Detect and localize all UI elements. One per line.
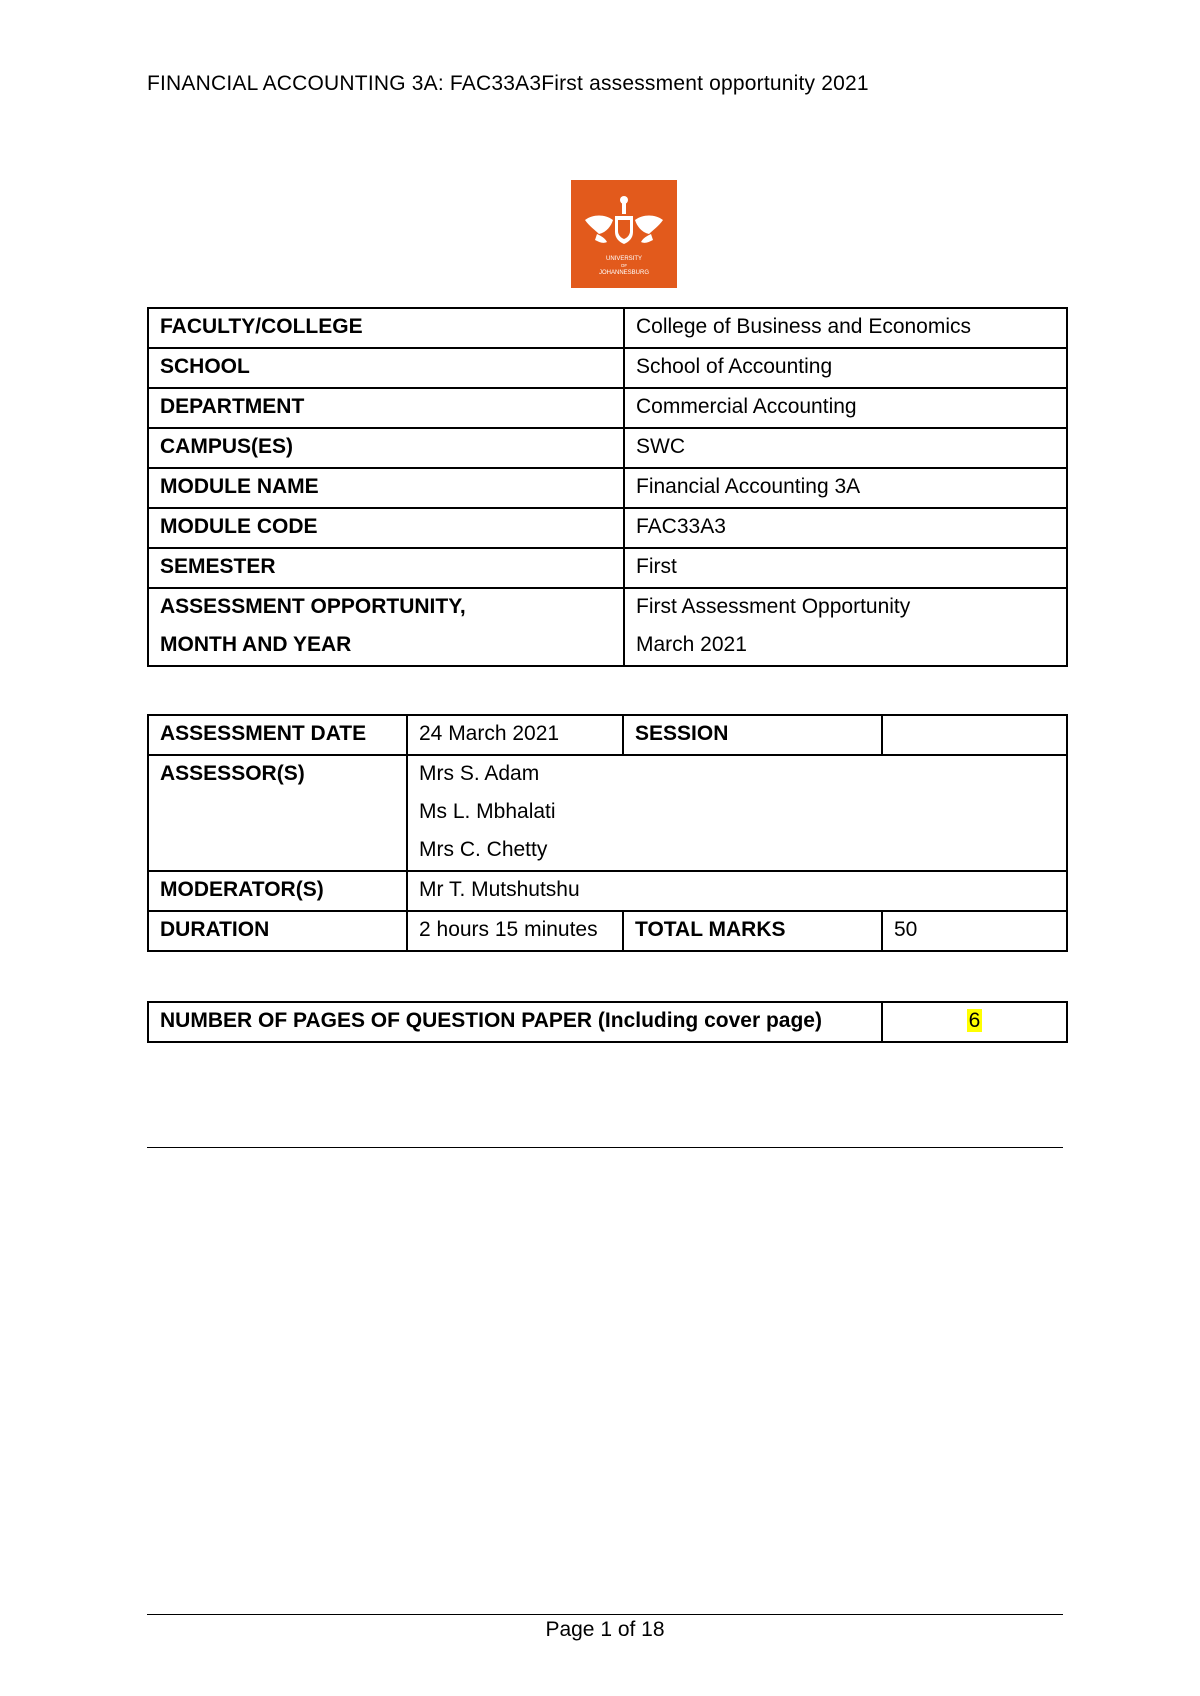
assessment-details-table [147, 714, 1068, 952]
assessment-opportunity-label-line2: MONTH AND YEAR [160, 633, 352, 656]
page-count-table [147, 1001, 1068, 1043]
duration-value: 2 hours 15 minutes [407, 911, 623, 951]
total-marks-value: 50 [882, 911, 1067, 951]
page-count-label: NUMBER OF PAGES OF QUESTION PAPER (Including cover page) [148, 1002, 882, 1042]
module-code-label: MODULE CODE [148, 508, 624, 548]
table-row [148, 715, 1067, 755]
assessor-name: Mrs S. Adam [419, 762, 540, 785]
assessment-opportunity-label-line1: ASSESSMENT OPPORTUNITY, [160, 595, 466, 618]
duration-label: DURATION [148, 911, 407, 951]
module-name-value: Financial Accounting 3A [624, 468, 1067, 508]
footer-divider [147, 1614, 1063, 1615]
table-row [148, 755, 1067, 871]
faculty-label: FACULTY/COLLEGE [148, 308, 624, 348]
table-row [148, 388, 1067, 428]
table-row [148, 1002, 1067, 1042]
session-value [882, 715, 1067, 755]
assessment-opportunity-value [624, 588, 1067, 666]
semester-label: SEMESTER [148, 548, 624, 588]
university-crest-icon [571, 180, 677, 288]
assessment-opportunity-value-line1: First Assessment Opportunity [636, 595, 911, 618]
school-label: SCHOOL [148, 348, 624, 388]
moderators-label: MODERATOR(S) [148, 871, 407, 911]
assessor-name: Mrs C. Chetty [419, 838, 548, 861]
session-label: SESSION [623, 715, 882, 755]
university-logo [571, 180, 677, 288]
logo-text-johannesburg: JOHANNESBURG [598, 270, 650, 276]
moderators-value: Mr T. Mutshutshu [407, 871, 1067, 911]
table-row [148, 548, 1067, 588]
assessors-label: ASSESSOR(S) [148, 755, 407, 871]
department-value: Commercial Accounting [624, 388, 1067, 428]
table-row [148, 871, 1067, 911]
department-label: DEPARTMENT [148, 388, 624, 428]
module-name-label: MODULE NAME [148, 468, 624, 508]
table-row [148, 911, 1067, 951]
page-number: Page 1 of 18 [545, 1618, 665, 1641]
table-row [148, 428, 1067, 468]
school-value: School of Accounting [624, 348, 1067, 388]
logo-text-of: OF [620, 263, 628, 268]
assessment-date-label: ASSESSMENT DATE [148, 715, 407, 755]
semester-value: First [624, 548, 1067, 588]
assessors-value [407, 755, 1067, 871]
table-row [148, 348, 1067, 388]
assessment-opportunity-value-line2: March 2021 [636, 633, 747, 656]
assessor-name: Ms L. Mbhalati [419, 800, 556, 823]
logo-text-university: UNIVERSITY [605, 256, 643, 262]
module-code-value: FAC33A3 [624, 508, 1067, 548]
assessment-date-value: 24 March 2021 [407, 715, 623, 755]
section-divider [147, 1147, 1063, 1148]
assessment-opportunity-label [148, 588, 624, 666]
module-info-table [147, 307, 1068, 667]
total-marks-label: TOTAL MARKS [623, 911, 882, 951]
table-row [148, 588, 1067, 666]
campus-value: SWC [624, 428, 1067, 468]
page-count-value: 6 [968, 1009, 981, 1032]
table-row [148, 508, 1067, 548]
table-row [148, 468, 1067, 508]
campus-label: CAMPUS(ES) [148, 428, 624, 468]
faculty-value: College of Business and Economics [624, 308, 1067, 348]
page-count-cell [882, 1002, 1067, 1042]
page-header-title: FINANCIAL ACCOUNTING 3A: FAC33A3First assessment opportunity 2021 [147, 72, 869, 95]
table-row [148, 308, 1067, 348]
